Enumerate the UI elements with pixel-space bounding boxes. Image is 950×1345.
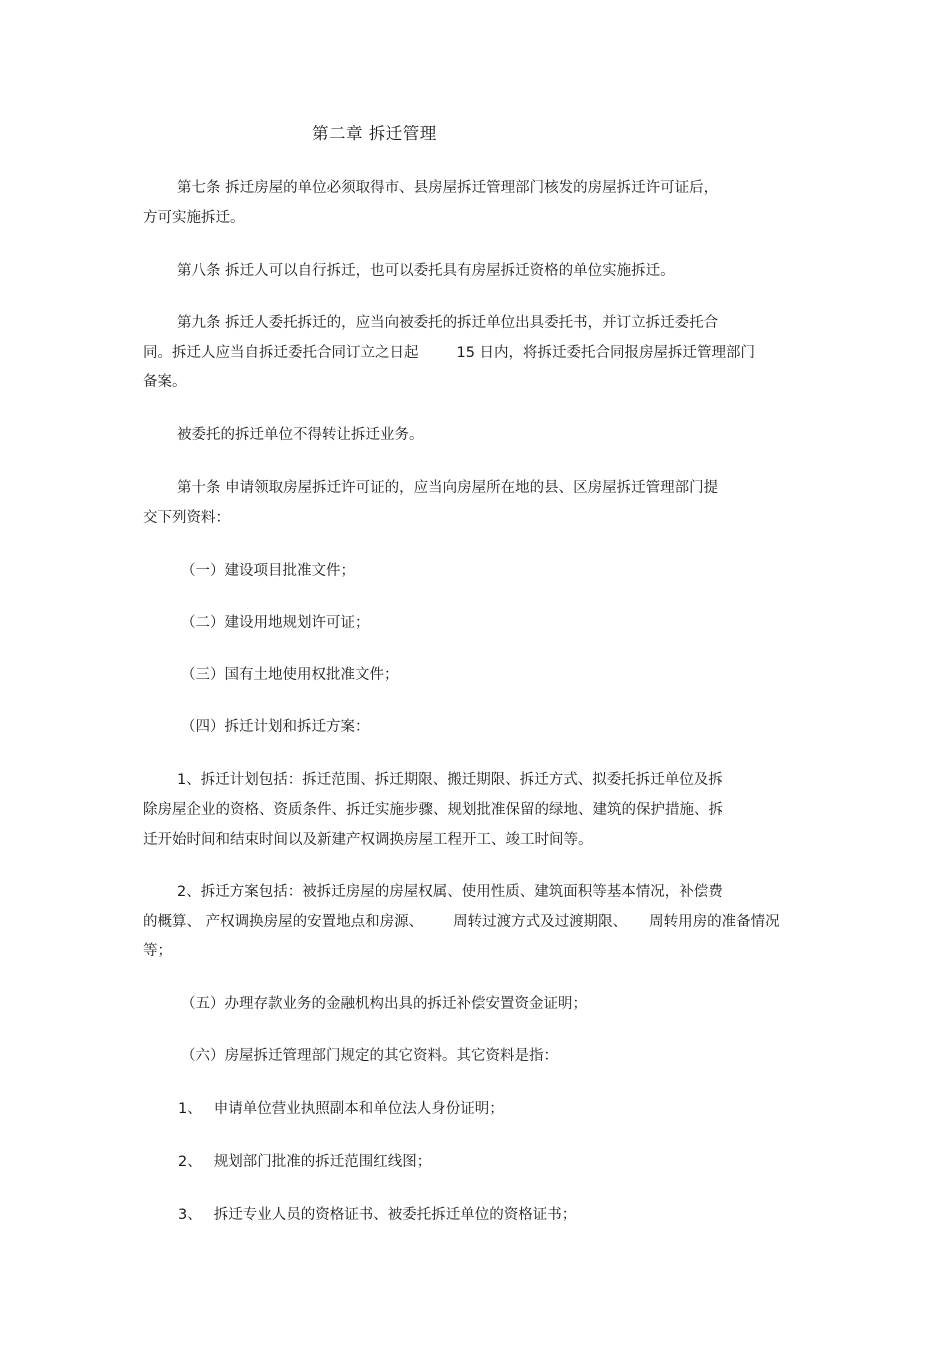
article-9-line-3: 备案。 [143,374,187,390]
article-9-line-1: 第九条 拆迁人委托拆迁的，应当向被委托的拆迁单位出具委托书，并订立拆迁委托合 [177,315,719,331]
sub-item-1-text: 申请单位营业执照副本和单位法人身份证明； [213,1101,504,1117]
plan-line-1: 1、拆迁计划包括：拆迁范围、拆迁期限、搬迁期限、拆迁方式、拟委托拆迁单位及拆 [177,772,723,788]
article-9-paragraph-2: 被委托的拆迁单位不得转让拆迁业务。 [177,427,424,443]
article-9-line-2-part-a: 同。拆迁人应当自拆迁委托合同订立之日起 [143,345,419,361]
article-7-line-1: 第七条 拆迁房屋的单位必须取得市、县房屋拆迁管理部门核发的房屋拆迁许可证后， [177,180,719,196]
article-9-line-2 [143,343,755,363]
article-8-line-1: 第八条 拆迁人可以自行拆迁，也可以委托具有房屋拆迁资格的单位实施拆迁。 [177,263,675,279]
scheme-line-2-part-a: 的概算、 产权调换房屋的安置地点和房源、 [143,914,424,930]
chapter-title: 第二章 拆迁管理 [312,124,437,143]
sub-item-3 [178,1205,576,1225]
scheme-line-1: 2、拆迁方案包括：被拆迁房屋的房屋权属、使用性质、建筑面积等基本情况，补偿费 [177,884,723,900]
article-9-line-2-part-b: 15 日内，将拆迁委托合同报房屋拆迁管理部门 [456,345,756,361]
list-item-1: （一）建设项目批准文件； [181,563,355,579]
scheme-line-2-part-c: 周转用房的准备情况 [649,914,780,930]
sub-item-3-number: 3、 [178,1207,202,1223]
sub-item-1-number: 1、 [178,1101,202,1117]
plan-line-2: 除房屋企业的资格、资质条件、拆迁实施步骤、规划批准保留的绿地、建筑的保护措施、拆 [143,802,723,818]
sub-item-2-number: 2、 [178,1154,202,1170]
list-item-4: （四）拆迁计划和拆迁方案： [181,719,370,735]
article-10-line-1: 第十条 申请领取房屋拆迁许可证的，应当向房屋所在地的县、区房屋拆迁管理部门提 [177,480,719,496]
scheme-line-3: 等； [143,943,172,959]
sub-item-1 [178,1099,504,1119]
sub-item-3-text: 拆迁专业人员的资格证书、被委托拆迁单位的资格证书； [213,1207,577,1223]
list-item-5: （五）办理存款业务的金融机构出具的拆迁补偿安置资金证明； [181,996,587,1012]
scheme-line-2 [143,912,780,932]
sub-item-2-text: 规划部门批准的拆迁范围红线图； [213,1154,432,1170]
sub-item-2 [178,1152,431,1172]
list-item-3: （三）国有土地使用权批准文件； [181,667,399,683]
list-item-2: （二）建设用地规划许可证； [181,615,370,631]
scheme-line-2-part-b: 周转过渡方式及过渡期限、 [453,914,628,930]
article-10-line-2: 交下列资料： [143,510,230,526]
article-7-line-2: 方可实施拆迁。 [143,210,245,226]
plan-line-3: 迁开始时间和结束时间以及新建产权调换房屋工程开工、竣工时间等。 [143,832,593,848]
list-item-6: （六）房屋拆迁管理部门规定的其它资料。其它资料是指： [181,1048,558,1064]
